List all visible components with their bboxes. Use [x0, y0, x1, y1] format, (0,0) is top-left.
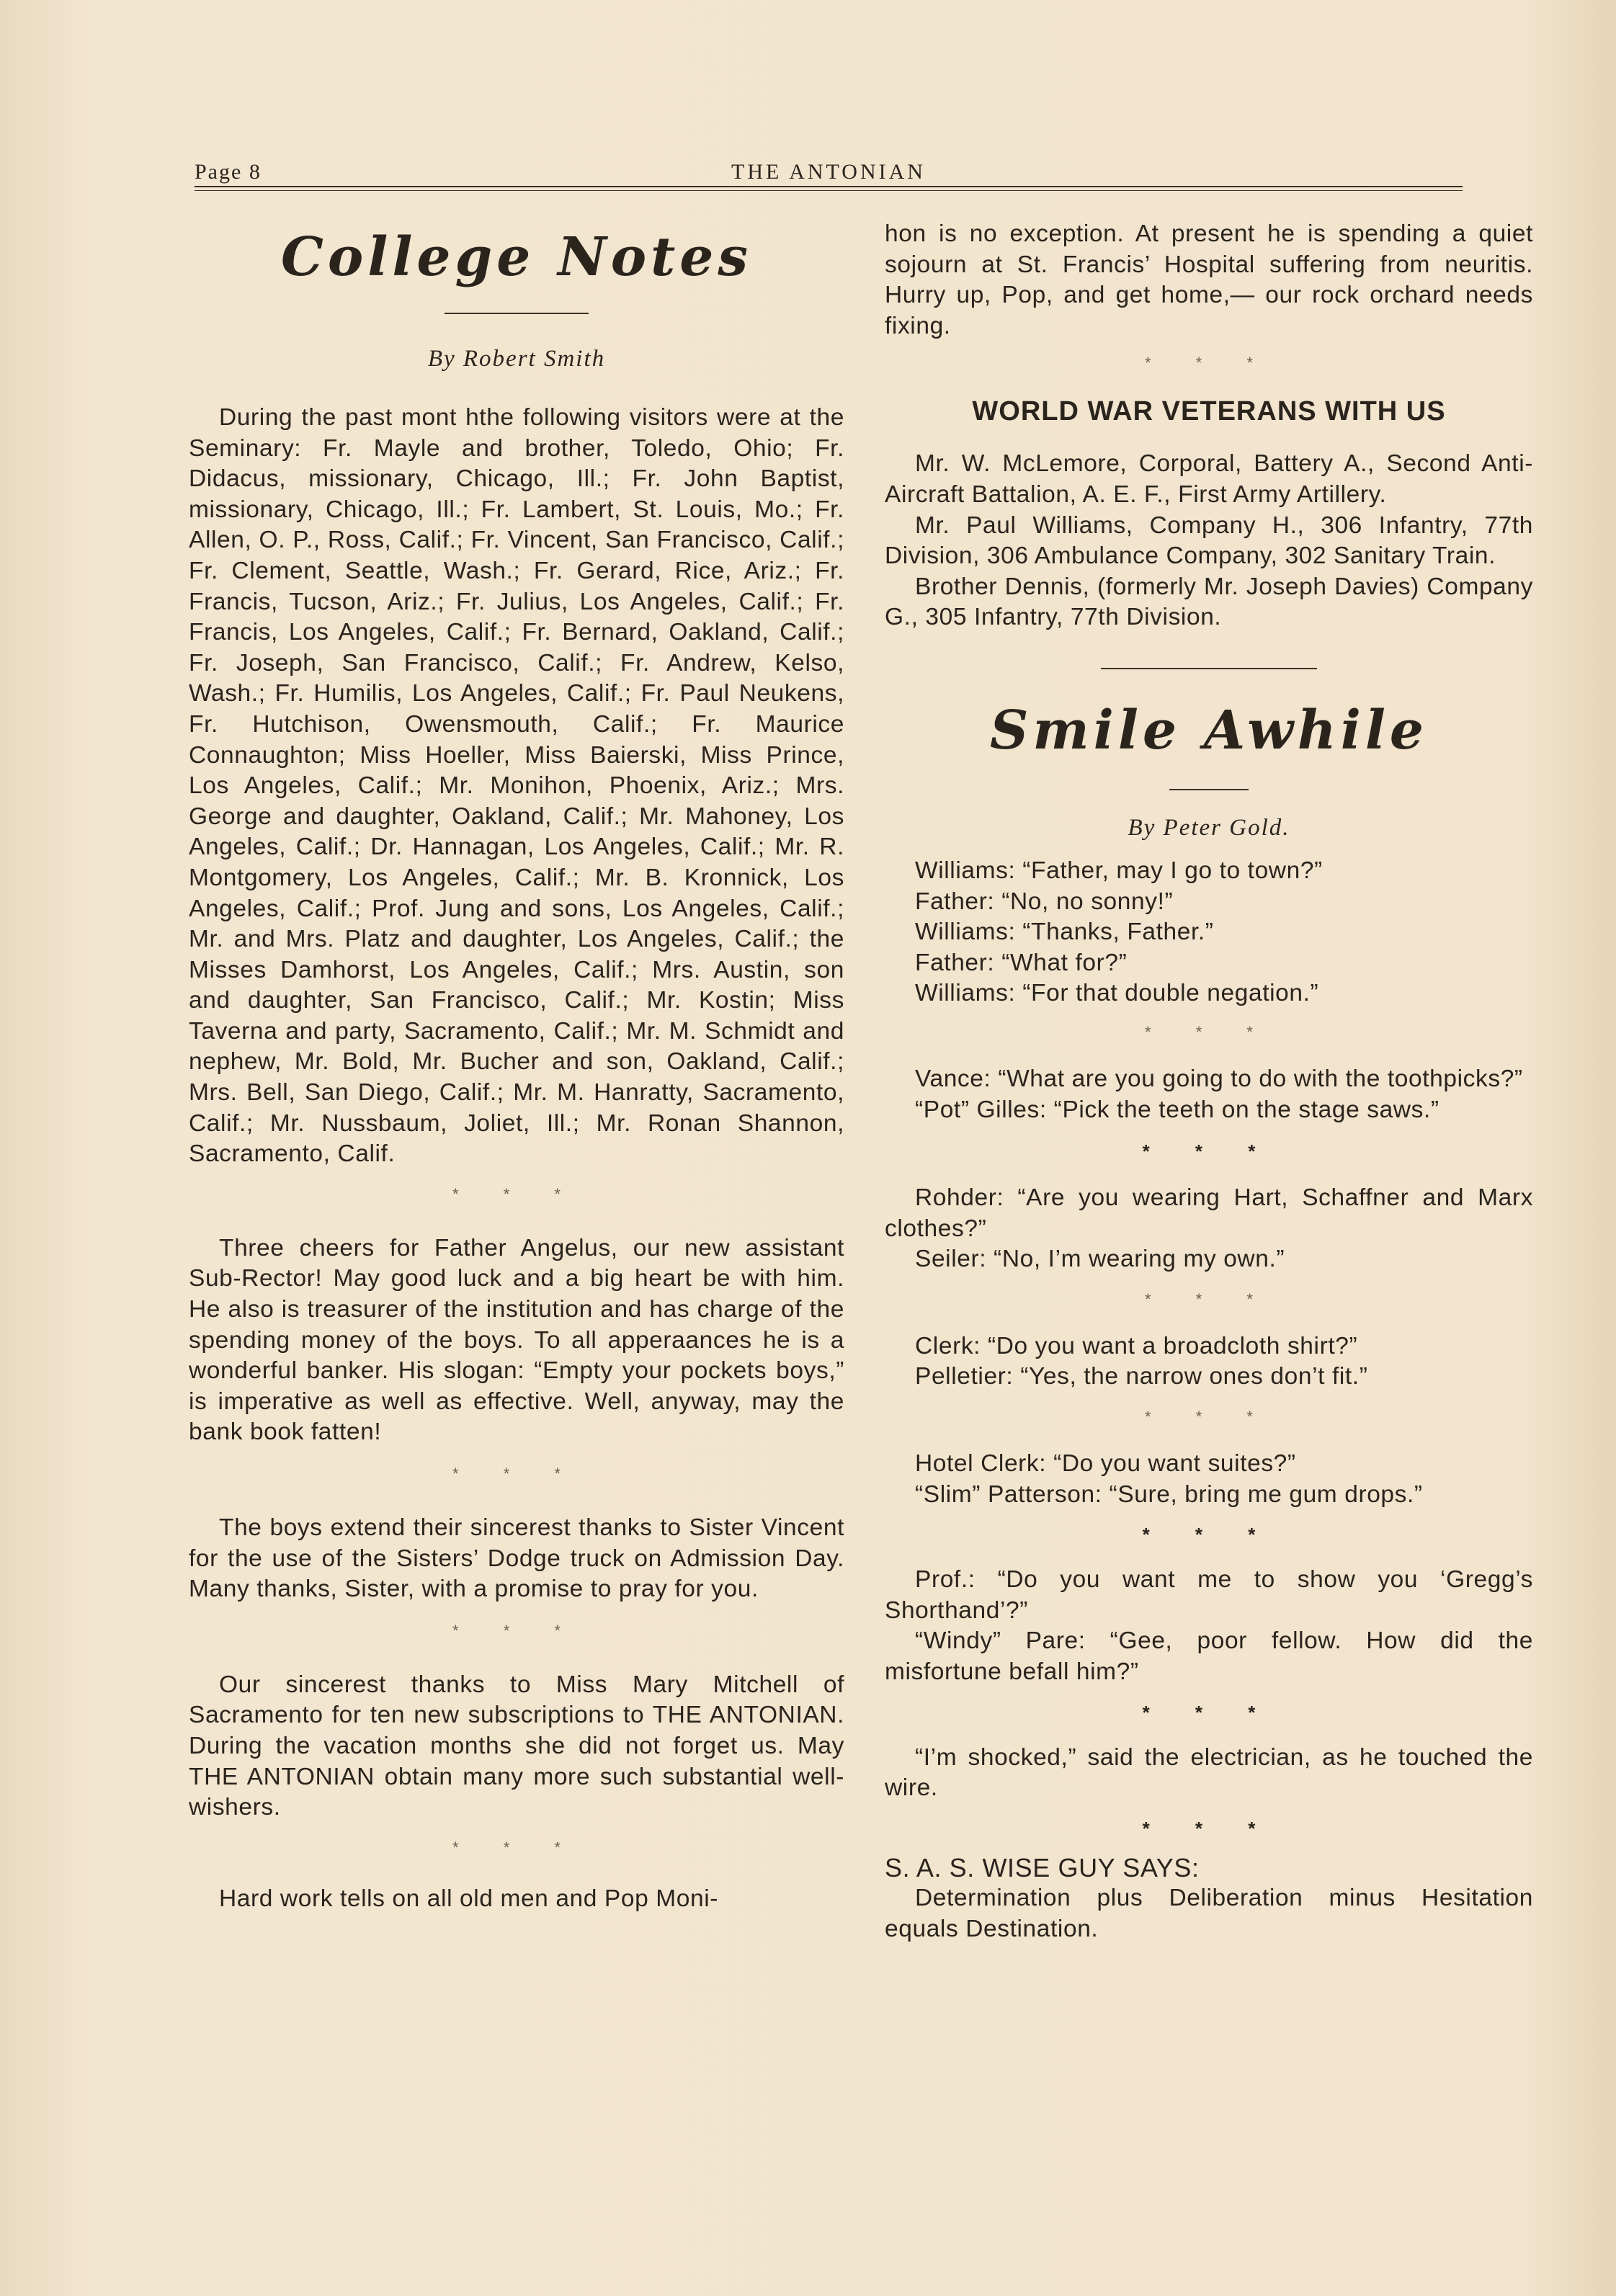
left-column — [189, 216, 844, 1914]
joke-line: Father: “No, no sonny!” — [915, 888, 1174, 915]
veterans-heading: WORLD WAR VETERANS WITH US — [972, 396, 1446, 427]
college-notes-byline: By Robert Smith — [427, 346, 606, 372]
joke-broadcloth — [885, 1331, 1533, 1393]
joke-line: “Slim” Patterson: “Sure, bring me gum drops.” — [915, 1480, 1423, 1508]
separator-stars: * * * — [452, 1621, 581, 1640]
title-divider — [445, 313, 589, 314]
separator-stars: * * * — [1145, 1290, 1273, 1308]
wise-guy-text: Determination plus Deliberation minus Hesitation equals Destination. — [885, 1885, 1533, 1942]
separator-stars: * * * — [1145, 354, 1273, 372]
joke-suites — [885, 1449, 1533, 1510]
joke-line: Clerk: “Do you want a broadcloth shirt?” — [915, 1332, 1358, 1359]
joke-williams — [885, 856, 1533, 1009]
visitors-paragraph: During the past mont hthe following visitors were at the Seminary: Fr. Mayle and brother, Toledo, Ohio; Fr. Didacus, missionary, Chicago, Ill.; Fr. John Baptist, missionary, Chicago, Ill.; Fr. Lambert, St. Louis, Mo.; Fr. Allen, O. P., Ross, Calif.; Fr. Vincent, San Francisco, Calif.; Fr. Clement, Seattle, Wash.; Fr. Gerard, Rice, Ariz.; Fr. Francis, Tucson, Ariz.; Fr. Julius, Los Angeles, Calif.; Fr. Francis, Los Angeles, Calif.; Fr. Bernard, Oakland, Calif.; Fr. Joseph, San Francisco, Calif.; Fr. Andrew, Kelso, Wash.; Fr. Humilis, Los Angeles, Calif.; Fr. Paul Neukens, Fr. Hutchison, Owensmouth, Calif.; Fr. Maurice Connaughton; Miss Hoeller, Miss Baierski, Miss Prince, Los Angeles, Calif.; Mr. Monihon, Phoenix, Ariz.; Mrs. George and daughter, Oakland, Calif.; Mr. Mahoney, Los Angeles, Calif.; Dr. Hannagan, Los Angeles, Calif.; Mr. R. Montgomery, Los Angeles, Calif.; Mr. B. Kronnick, Los Angeles, Calif.; Prof. Jung and sons, Los Angeles, Calif.; Mr. and Mrs. Platz and daughter, Los Angeles, Calif.; the Misses Damhorst, Los Angeles, Calif.; Mrs. Austin, son and daughter, San Francisco, Calif.; Mr. Kostin; Miss Taverna and party, Sacramento, Calif.; Mr. M. Schmidt and nephew, Mr. Bold, Mr. Bucher and son, Oakland, Calif.; Mrs. Bell, San Diego, Calif.; Mr. M. Hanratty, Sacramento, Calif.; Mr. Nussbaum, Joliet, Ill.; Mr. Ronan Shannon, Sacramento, Calif. — [189, 404, 844, 1168]
pop-monihon-paragraph-end: hon is no exception. At present he is spending a quiet sojourn at St. Francis’ Hospital suffering from neuritis. Hurry up, Pop, and get home,— our rock orchard needs fixing. — [885, 220, 1533, 339]
joke-line: Seiler: “No, I’m wearing my own.” — [915, 1246, 1285, 1273]
angelus-paragraph: Three cheers for Father Angelus, our new assistant Sub-Rector! May good luck and a big heart be with him. He also is treasurer of the institution and has charge of the spending money of the boys. To all apperaances he is a wonderful banker. His slogan: “Empty your pockets boys,” is imperative as well as effective. Well, anyway, may the bank book fatten! — [189, 1234, 844, 1446]
separator-stars: * * * — [1142, 1140, 1276, 1163]
veteran-entry: Mr. W. McLemore, Corporal, Battery A., Second Anti-Aircraft Battalion, A. E. F., First Army Artillery. — [885, 450, 1533, 508]
smile-awhile-title: Smile Awhile — [989, 699, 1429, 761]
joke-line: Vance: “What are you going to do with the toothpicks?” — [915, 1065, 1523, 1092]
joke-line: Williams: “For that double negation.” — [915, 980, 1319, 1007]
joke-line: “Pot” Gilles: “Pick the teeth on the stage saws.” — [915, 1096, 1439, 1123]
pop-monihon-paragraph-start: Hard work tells on all old men and Pop Moni- — [219, 1885, 718, 1912]
joke-line: “Windy” Pare: “Gee, poor fellow. How did the misfortune befall him?” — [885, 1627, 1533, 1686]
joke-electrician: “I’m shocked,” said the electrician, as he touched the wire. — [885, 1743, 1533, 1802]
separator-stars: * * * — [1145, 1408, 1273, 1426]
title-divider — [1169, 789, 1249, 790]
joke-line: Father: “What for?” — [915, 949, 1128, 976]
separator-stars: * * * — [1142, 1524, 1276, 1546]
joke-line: Hotel Clerk: “Do you want suites?” — [915, 1450, 1296, 1478]
joke-clothes — [885, 1183, 1533, 1275]
separator-stars: * * * — [1145, 1022, 1273, 1041]
separator-stars: * * * — [1142, 1701, 1276, 1723]
joke-line: Prof.: “Do you want me to show you ‘Gregg’s Shorthand’?” — [885, 1566, 1533, 1624]
running-head — [195, 157, 1463, 189]
joke-line: Pelletier: “Yes, the narrow ones don’t fit.” — [915, 1363, 1368, 1390]
joke-toothpicks — [885, 1064, 1533, 1125]
separator-stars: * * * — [452, 1465, 581, 1483]
right-column — [885, 216, 1533, 1945]
smile-awhile-byline: By Peter Gold. — [1128, 814, 1290, 841]
joke-line: Rohder: “Are you wearing Hart, Schaffner and Marx clothes?” — [885, 1184, 1533, 1242]
joke-line: Williams: “Father, may I go to town?” — [915, 857, 1323, 884]
separator-stars: * * * — [452, 1838, 581, 1857]
wise-guy-heading: S. A. S. WISE GUY SAYS: — [885, 1852, 1200, 1882]
veteran-entry: Brother Dennis, (formerly Mr. Joseph Davies) Company G., 305 Infantry, 77th Division. — [885, 573, 1533, 631]
page-number: Page 8 — [195, 160, 262, 184]
joke-line: Williams: “Thanks, Father.” — [915, 919, 1214, 946]
separator-stars: * * * — [1142, 1817, 1276, 1839]
section-divider — [1101, 668, 1317, 669]
veteran-entry: Mr. Paul Williams, Company H., 306 Infantry, 77th Division, 306 Ambulance Company, 302 Sanitary Train. — [885, 512, 1533, 570]
sister-vincent-paragraph: The boys extend their sincerest thanks to Sister Vincent for the use of the Sisters’ Dodge truck on Admission Day. Many thanks, Sister, with a promise to pray for you. — [189, 1514, 844, 1603]
joke-shorthand — [885, 1565, 1533, 1687]
header-rule-thin — [195, 190, 1463, 191]
veterans-list — [885, 449, 1533, 633]
publication-name: THE ANTONIAN — [731, 160, 926, 184]
separator-stars: * * * — [452, 1184, 581, 1203]
mitchell-paragraph: Our sincerest thanks to Miss Mary Mitchell of Sacramento for ten new subscriptions to THE ANTONIAN. During the vacation months she did not forget us. May THE ANTONIAN obtain many more such substantial well-wishers. — [189, 1671, 844, 1821]
header-rule — [195, 186, 1463, 187]
college-notes-title: College Notes — [280, 226, 753, 288]
